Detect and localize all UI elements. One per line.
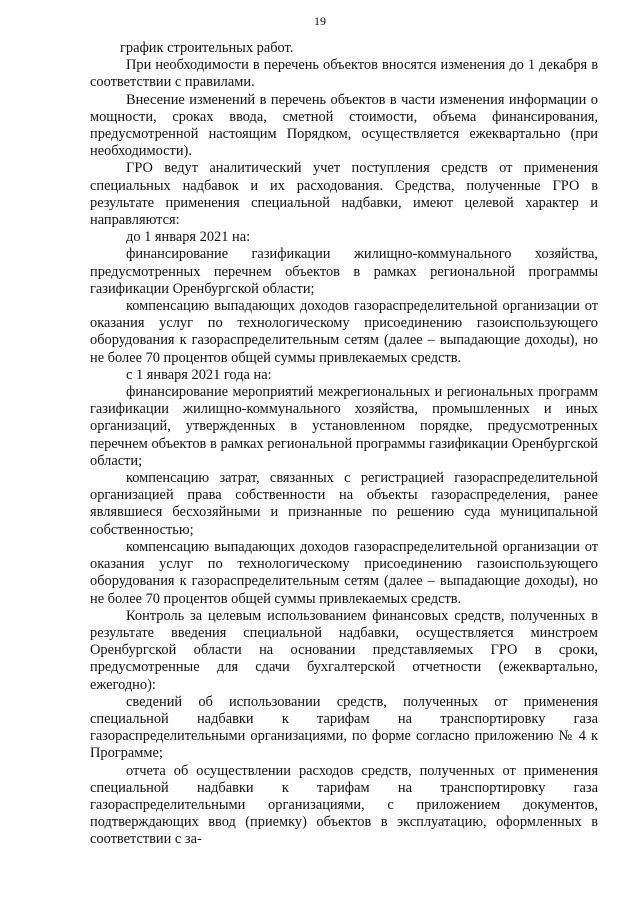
paragraph-compensation-registration: компенсацию затрат, связанных с регистрацией газораспределительной организацией права собственности на объекты газораспределения, ранее являвшиеся бесхозяйными и признанные по решению суда муниципальной собственностью;	[90, 470, 598, 538]
paragraph-schedule: график строительных работ.	[120, 40, 294, 56]
paragraph-from-2021: с 1 января 2021 года на:	[126, 366, 272, 383]
paragraph-compensation-lost-income-2: компенсацию выпадающих доходов газораспределительной организации от оказания услуг по технологическому присоединению газоиспользующего оборудования к газораспределительным сетям (далее – выпадающие доходы), но не более 70 процентов общей суммы привлекаемых средств.	[90, 538, 598, 607]
paragraph-changes-quarterly: Внесение изменений в перечень объектов в части изменения информации о мощности, сроках ввода, сметной стоимости, объема финансирования, предусмотренной настоящим Порядком, осуществляется ежеквартально (при необходимости).	[90, 91, 598, 160]
paragraph-compensation-lost-income: компенсацию выпадающих доходов газораспределительной организации от оказания услуг по технологическому присоединению газоиспользующего оборудования к газораспределительным сетям (далее – выпадающие доходы), но не более 70 процентов общей суммы привлекаемых средств.	[90, 298, 598, 366]
paragraph-changes-deadline: При необходимости в перечень объектов вносятся изменения до 1 декабря в соответствии с правилами.	[90, 57, 598, 91]
paragraph-expense-report: отчета об осуществлении расходов средств, полученных от применения специальной надбавки к тарифам на транспортировку газа газораспределительными организациями, с приложением документов, подтверждающих ввод (приемку) объектов в эксплуатацию, оформленных в соответствии с за-	[90, 762, 598, 848]
paragraph-accounting: ГРО ведут аналитический учет поступления средств от применения специальных надбавок и их расходования. Средства, полученные ГРО в результате применения специальной надбавки, имеют целевой характер и направляются:	[90, 160, 598, 229]
document-body	[90, 40, 598, 849]
paragraph-financing-gasification: финансирование газификации жилищно-коммунального хозяйства, предусмотренных перечнем объектов в рамках региональной программы газификации Оренбургской области;	[90, 246, 598, 297]
paragraph-usage-info: сведений об использовании средств, полученных от применения специальной надбавки к тарифам на транспортировку газа газораспределительными организациями, по форме согласно приложению № 4 к Программе;	[90, 693, 598, 762]
paragraph-until-2021: до 1 января 2021 на:	[126, 229, 251, 246]
paragraph-financing-programs: финансирование мероприятий межрегиональных и региональных программ газификации жилищно-коммунального хозяйства, промышленных и иных организаций, утвержденных в установленном порядке, предусмотренных перечнем объектов в рамках региональной программы газификации Оренбургской области;	[90, 384, 598, 469]
paragraph-control: Контроль за целевым использованием финансовых средств, полученных в результате введения специальной надбавки, осуществляется минстроем Оренбургской области на основании представляемых ГРО в сроки, предусмотренные для сдачи бухгалтерской отчетности (ежеквартально, ежегодно):	[90, 607, 598, 693]
page-number: 19	[314, 14, 326, 28]
